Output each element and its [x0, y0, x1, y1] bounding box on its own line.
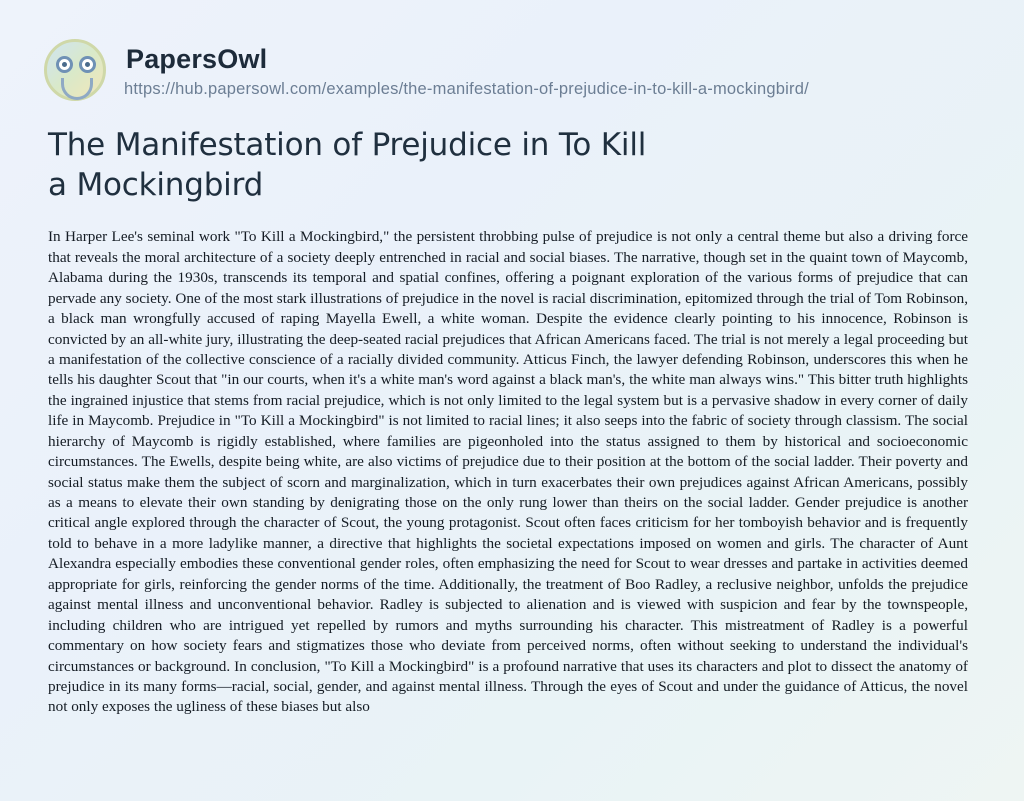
site-header	[0, 0, 1024, 99]
owl-eye-right	[79, 56, 96, 73]
owl-icon	[44, 39, 106, 101]
article-body: In Harper Lee's seminal work "To Kill a Mockingbird," the persistent throbbing pulse of prejudice is not only a central theme but also a driving force that reveals the moral architecture of a society deeply entrenched in racial and social biases. The narrative, though set in the quaint town of Maycomb, Alabama during the 1930s, transcends its temporal and spatial confines, offering a poignant exploration of the various forms of prejudice that can pervade any society. One of the most stark illustrations of prejudice in the novel is racial discrimination, epitomized through the trial of Tom Robinson, a black man wrongfully accused of raping Mayella Ewell, a white woman. Despite the evidence clearly pointing to his innocence, Robinson is convicted by an all-white jury, illustrating the deep-seated racial prejudices that African Americans faced. The trial is not merely a legal proceeding but a manifestation of the collective conscience of a racially divided community. Atticus Finch, the lawyer defending Robinson, underscores this when he tells his daughter Scout that "in our courts, when it's a white man's word against a black man's, the white man always wins." This bitter truth highlights the ingrained injustice that stems from racial prejudice, which is not only limited to the legal system but is a pervasive shadow in every corner of daily life in Maycomb. Prejudice in "To Kill a Mockingbird" is not limited to racial lines; it also seeps into the fabric of society through classism. The social hierarchy of Maycomb is rigidly established, where families are pigeonholed into the status assigned to them by historical and socioeconomic circumstances. The Ewells, despite being white, are also victims of prejudice due to their position at the bottom of the social ladder. Their poverty and social status make them the subject of scorn and marginalization, which in turn exacerbates their own prejudices against African Americans, possibly as a means to elevate their own standing by denigrating those on the only rung lower than theirs on the social ladder. Gender prejudice is another critical angle explored through the character of Scout, the young protagonist. Scout often faces criticism for her tomboyish behavior and is frequently told to behave in a more ladylike manner, a directive that highlights the societal expectations imposed on women and girls. The character of Aunt Alexandra especially embodies these conventional gender roles, often emphasizing the need for Scout to wear dresses and partake in activities deemed appropriate for girls, reinforcing the gender norms of the time. Additionally, the treatment of Boo Radley, a reclusive neighbor, unfolds the prejudice against mental illness and unconventional behavior. Radley is subjected to alienation and is viewed with suspicion and fear by the townspeople, including children who are intrigued yet repelled by rumors and myths surrounding his character. This mistreatment of Radley is a powerful commentary on how society fears and stigmatizes those who deviate from perceived norms, often without seeking to understand the individual's circumstances or background. In conclusion, "To Kill a Mockingbird" is a profound narrative that uses its characters and plot to dissect the anatomy of prejudice in its many forms—racial, social, gender, and against mental illness. Through the eyes of Scout and under the guidance of Atticus, the novel not only exposes the ugliness of these biases but also	[48, 228, 968, 716]
article-content	[0, 96, 1024, 718]
logo	[44, 39, 110, 105]
owl-eye-left	[56, 56, 73, 73]
page-title: The Manifestation of Prejudice in To Kill a Mockingbird	[48, 127, 647, 203]
source-url[interactable]: https://hub.papersowl.com/examples/the-manifestation-of-prejudice-in-to-kill-a-mockingbird/	[124, 80, 809, 99]
owl-eyes	[56, 56, 96, 73]
brand-column	[124, 45, 809, 100]
brand-name: PapersOwl	[126, 43, 268, 74]
